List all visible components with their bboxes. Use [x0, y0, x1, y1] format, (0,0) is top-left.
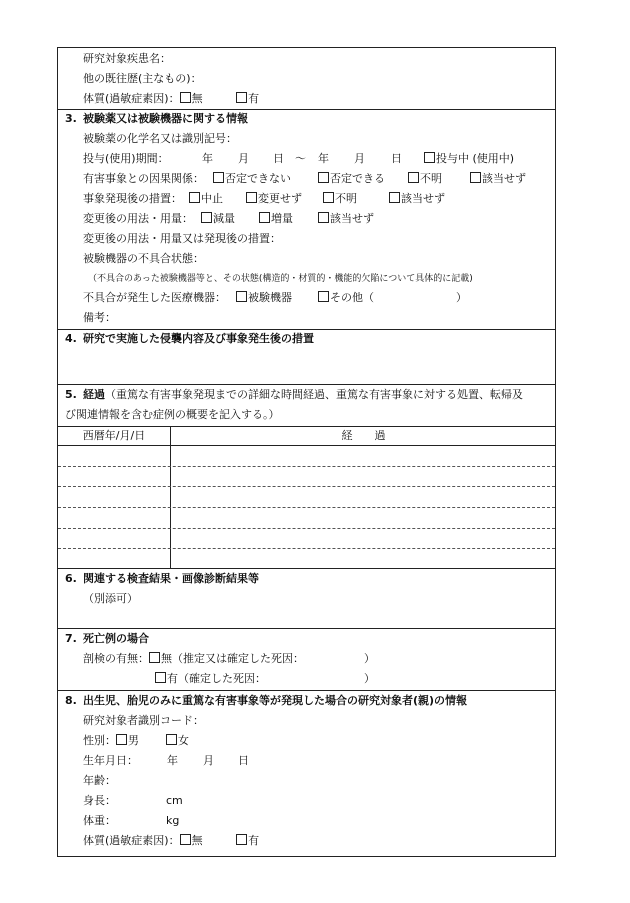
- measure-option-1[interactable]: [189, 192, 223, 206]
- dose-option-3[interactable]: [318, 212, 374, 226]
- checkbox[interactable]: [318, 291, 329, 302]
- section-3-title: 被験薬又は被験機器に関する情報: [83, 112, 248, 125]
- checkbox[interactable]: [259, 212, 270, 223]
- cause-estimated-label: （推定又は確定した死因：: [172, 652, 304, 665]
- checkbox[interactable]: [246, 192, 257, 203]
- checkbox[interactable]: [470, 172, 481, 183]
- period-start-day: 日: [273, 152, 284, 165]
- causal-option-2[interactable]: [318, 172, 385, 186]
- dob-day: 日: [238, 754, 249, 767]
- dose-after-label: 変更後の用法・用量又は発現後の措置：: [83, 232, 281, 245]
- ongoing-label: 投与中 (使用中): [436, 152, 515, 165]
- autopsy-field: [83, 652, 304, 666]
- sex-label: 性別：: [83, 734, 116, 747]
- autopsy-yes-option[interactable]: [155, 672, 266, 686]
- parent-allergy-label: 体質(過敏症素因)：: [83, 834, 180, 847]
- option-label: 変更せず: [258, 192, 302, 205]
- ongoing-option[interactable]: [424, 152, 514, 166]
- period-label: 投与(使用)期間：: [83, 152, 169, 165]
- autopsy-none-checkbox[interactable]: [149, 652, 160, 663]
- section-7-title: 死亡例の場合: [83, 632, 149, 645]
- table-top-border: [58, 426, 555, 427]
- option-label: 不明: [335, 192, 357, 205]
- device-state-label: 被験機器の不具合状態：: [83, 252, 204, 265]
- measure-option-2[interactable]: [246, 192, 302, 206]
- female-option[interactable]: [166, 734, 189, 748]
- section-4-title: 研究で実施した侵襲内容及び事象発生後の措置: [83, 332, 314, 345]
- option-label: 中止: [201, 192, 223, 205]
- option-label: 否定できる: [330, 172, 385, 185]
- subject-id-label: 研究対象者識別コード：: [83, 714, 204, 727]
- subject-id-field[interactable]: [83, 714, 204, 728]
- table-header-border: [58, 445, 555, 446]
- table-row[interactable]: [58, 528, 555, 529]
- height-field[interactable]: [83, 794, 116, 808]
- period-end-month: 月: [354, 152, 365, 165]
- parent-allergy-none-checkbox[interactable]: [180, 834, 191, 845]
- section-5-desc-line2: び関連情報を含む症例の概要を記入する。）: [65, 408, 280, 421]
- dose-option-1[interactable]: [201, 212, 235, 226]
- male-label: 男: [128, 734, 139, 747]
- parent-allergy-yes-label: 有: [248, 834, 260, 847]
- section-4-number: 4.: [65, 332, 77, 345]
- divider: [58, 628, 555, 629]
- fault-label: 不具合が発生した医療機器：: [83, 291, 226, 304]
- checkbox[interactable]: [213, 172, 224, 183]
- period-start-year: 年: [202, 152, 213, 165]
- section-8-title: 出生児、胎児のみに重篤な有害事象等が発現した場合の研究対象者(親)の情報: [83, 694, 468, 707]
- measure-option-4[interactable]: [389, 192, 445, 206]
- period-tilde: ～: [295, 152, 306, 165]
- period-field: [83, 152, 169, 166]
- remarks-field[interactable]: [83, 311, 116, 325]
- dose-field: [83, 212, 193, 226]
- dob-label: 生年月日：: [83, 754, 138, 767]
- parent-allergy-yes-checkbox[interactable]: [236, 834, 247, 845]
- divider: [58, 329, 555, 330]
- causal-option-4[interactable]: [470, 172, 526, 186]
- section-5-number: 5.: [65, 388, 77, 401]
- age-label: 年齢：: [83, 774, 116, 787]
- parent-allergy-none-label: 無: [191, 834, 203, 847]
- height-label: 身長：: [83, 794, 116, 807]
- table-col-divider: [170, 426, 171, 568]
- section-6-note: （別添可）: [83, 592, 138, 605]
- section-5-desc-line1: （重篤な有害事象発現までの詳細な時間経過、重篤な有害事象に対する処置、転帰及: [105, 388, 523, 401]
- table-row[interactable]: [58, 507, 555, 508]
- disease-field[interactable]: [83, 52, 171, 66]
- allergy-label: 体質(過敏症素因)：: [83, 92, 180, 105]
- remarks-label: 備考：: [83, 311, 116, 324]
- female-checkbox[interactable]: [166, 734, 177, 745]
- measure-label: 事象発現後の措置：: [83, 192, 182, 205]
- measure-option-3[interactable]: [323, 192, 357, 206]
- autopsy-yes-checkbox[interactable]: [155, 672, 166, 683]
- device-note: （不具合のあった被験機器等と、その状態(構造的・材質的・機能的欠陥について具体的に記載): [88, 274, 473, 284]
- checkbox[interactable]: [408, 172, 419, 183]
- table-row[interactable]: [58, 486, 555, 487]
- ongoing-checkbox[interactable]: [424, 152, 435, 163]
- measure-field: [83, 192, 182, 206]
- sex-field: [83, 734, 139, 748]
- dose-after-field[interactable]: [83, 232, 281, 246]
- checkbox[interactable]: [318, 212, 329, 223]
- autopsy-none-label: 無: [161, 652, 172, 665]
- checkbox[interactable]: [236, 291, 247, 302]
- col-header-course: 経 過: [341, 429, 386, 442]
- fault-close-paren: ）: [456, 291, 467, 304]
- weight-label: 体重：: [83, 814, 116, 827]
- report-form: [57, 47, 556, 857]
- section-5-title: 経過: [83, 388, 105, 401]
- dob-field[interactable]: [83, 754, 138, 768]
- period-end-year: 年: [318, 152, 329, 165]
- dose-label: 変更後の用法・用量：: [83, 212, 193, 225]
- table-row[interactable]: [58, 466, 555, 467]
- device-state-field[interactable]: [83, 252, 204, 266]
- height-unit: cm: [166, 794, 183, 807]
- close-paren: ）: [364, 672, 375, 685]
- checkbox[interactable]: [323, 192, 334, 203]
- section-8-number: 8.: [65, 694, 77, 707]
- checkbox[interactable]: [189, 192, 200, 203]
- option-label: 減量: [213, 212, 235, 225]
- parent-allergy-field: [83, 834, 259, 848]
- period-end-day: 日: [391, 152, 402, 165]
- allergy-yes-label: 有: [248, 92, 260, 105]
- male-checkbox[interactable]: [116, 734, 127, 745]
- divider: [58, 568, 555, 569]
- allergy-none-checkbox[interactable]: [180, 92, 191, 103]
- section-3-number: 3.: [65, 112, 77, 125]
- option-label: 不明: [420, 172, 442, 185]
- allergy-yes-checkbox[interactable]: [236, 92, 247, 103]
- section-5-heading: [83, 388, 523, 402]
- section-6-number: 6.: [65, 572, 77, 585]
- checkbox[interactable]: [318, 172, 329, 183]
- checkbox[interactable]: [201, 212, 212, 223]
- section-7-number: 7.: [65, 632, 77, 645]
- chem-field[interactable]: [83, 132, 237, 146]
- causal-option-3[interactable]: [408, 172, 442, 186]
- weight-unit: kg: [166, 814, 180, 827]
- option-label: 被験機器: [248, 291, 292, 304]
- fault-option-1[interactable]: [236, 291, 292, 305]
- divider: [58, 690, 555, 691]
- weight-field[interactable]: [83, 814, 116, 828]
- section-6-title: 関連する検査結果・画像診断結果等: [83, 572, 259, 585]
- allergy-none-label: 無: [191, 92, 203, 105]
- causal-field: [83, 172, 204, 186]
- option-label: 否定できない: [225, 172, 291, 185]
- option-label: その他（: [330, 291, 374, 304]
- fault-field: [83, 291, 226, 305]
- dose-option-2[interactable]: [259, 212, 293, 226]
- checkbox[interactable]: [389, 192, 400, 203]
- col-header-date: 西暦年/月/日: [82, 429, 146, 442]
- fault-option-2[interactable]: [318, 291, 374, 305]
- disease-label: 研究対象疾患名：: [83, 52, 171, 65]
- divider: [58, 384, 555, 385]
- autopsy-label: 剖検の有無：: [83, 652, 149, 665]
- close-paren: ）: [364, 652, 375, 665]
- option-label: 該当せず: [401, 192, 445, 205]
- causal-label: 有害事象との因果関係：: [83, 172, 204, 185]
- divider: [58, 109, 555, 110]
- option-label: 該当せず: [482, 172, 526, 185]
- dob-month: 月: [203, 754, 214, 767]
- history-label: 他の既往歴(主なもの)：: [83, 72, 202, 85]
- chem-label: 被験薬の化学名又は識別記号：: [83, 132, 237, 145]
- option-label: 増量: [271, 212, 293, 225]
- cause-confirmed-label: （確定した死因：: [178, 672, 266, 685]
- causal-option-1[interactable]: [213, 172, 291, 186]
- history-field[interactable]: [83, 72, 202, 86]
- age-field[interactable]: [83, 774, 116, 788]
- table-row[interactable]: [58, 548, 555, 549]
- autopsy-yes-label: 有: [167, 672, 178, 685]
- female-label: 女: [178, 734, 189, 747]
- option-label: 該当せず: [330, 212, 374, 225]
- dob-year: 年: [167, 754, 178, 767]
- allergy-field: [83, 92, 259, 106]
- period-start-month: 月: [238, 152, 249, 165]
